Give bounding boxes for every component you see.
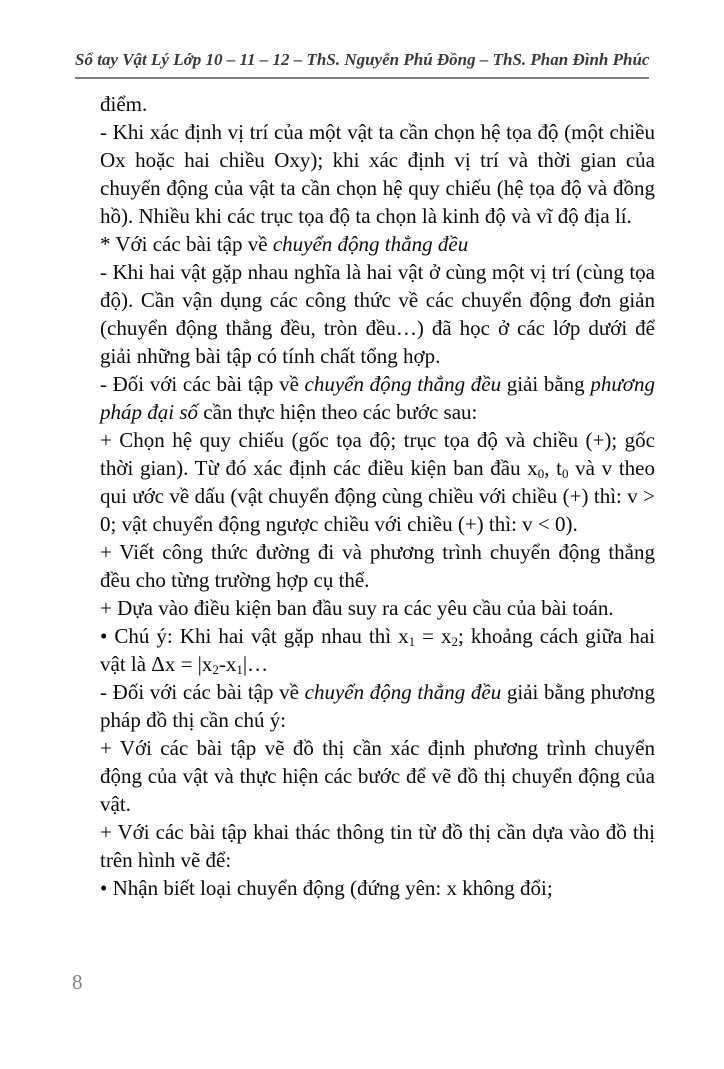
text-run: • Nhận biết loại chuyển động (đứng yên: x không đổi;	[100, 876, 553, 900]
italic-text: chuyển động thẳng đều	[272, 232, 469, 256]
paragraph	[100, 874, 655, 902]
paragraph	[100, 678, 655, 734]
subscript-text: 0	[537, 466, 545, 481]
subscript-text: 2	[212, 662, 219, 677]
text-run: - Đối với các bài tập về	[100, 372, 305, 396]
text-run: • Chú ý: Khi hai vật gặp nhau thì x	[100, 624, 409, 648]
text-run: - Khi hai vật gặp nhau nghĩa là hai vật ở cùng một vị trí (cùng tọa độ). Cần vận dụng các công thức về các chuyển động đơn giản (chuyển động thẳng đều, tròn đều…) đã học ở các lớp dưới để giải những bài tập có tính chất tổng hợp.	[100, 260, 655, 368]
subscript-text: 1	[408, 634, 416, 649]
paragraph	[100, 230, 655, 258]
text-run: và v theo qui ước về dấu (vật chuyển động cùng chiều với chiều (+) thì: v > 0; vật chuyển động ngược chiều với chiều (+) thì: v < 0).	[100, 456, 655, 536]
text-run: cần thực hiện theo các bước sau:	[198, 400, 478, 424]
paragraph	[100, 622, 655, 678]
paragraph	[100, 594, 655, 622]
paragraph	[100, 90, 655, 118]
paragraph	[100, 426, 655, 538]
page-body	[100, 90, 655, 902]
text-run: + Chọn hệ quy chiếu (gốc tọa độ; trục tọa độ và chiều (+); gốc thời gian). Từ đó xác định các điều kiện ban đầu x	[100, 428, 655, 480]
subscript-text: 0	[562, 466, 569, 481]
text-run: + Với các bài tập khai thác thông tin từ đồ thị cần dựa vào đồ thị trên hình vẽ để:	[100, 820, 655, 872]
text-run: + Viết công thức đường đi và phương trình chuyển động thẳng đều cho từng trường hợp cụ thể.	[100, 540, 655, 592]
paragraph	[100, 538, 655, 594]
subscript-text: 1	[236, 662, 243, 677]
paragraph	[100, 734, 655, 818]
text-run: giải bằng	[501, 372, 591, 396]
text-run: giải bằng phương pháp đồ thị cần chú ý:	[100, 680, 655, 732]
text-run: điểm.	[100, 92, 148, 116]
text-run: = x	[415, 624, 452, 648]
italic-text: chuyển động thẳng đều	[304, 372, 502, 396]
text-run: - Đối với các bài tập về	[100, 680, 305, 704]
paragraph	[100, 818, 655, 874]
text-run: |…	[242, 652, 269, 676]
paragraph	[100, 258, 655, 370]
subscript-text: 2	[451, 634, 459, 649]
text-run: ; khoảng cách giữa hai vật là Δx = |x	[100, 624, 655, 676]
running-header	[75, 50, 649, 79]
paragraph	[100, 118, 655, 230]
paragraph	[100, 370, 655, 426]
text-run: * Với các bài tập về	[100, 232, 273, 256]
running-header-title: Sổ tay Vật Lý Lớp 10 – 11 – 12 – ThS. Nguyễn Phú Đồng – ThS. Phan Đình Phúc	[75, 50, 650, 69]
italic-text: phương pháp đại số	[100, 372, 655, 424]
text-run: - Khi xác định vị trí của một vật ta cần chọn hệ tọa độ (một chiều Ox hoặc hai chiều Oxy); khi xác định vị trí và thời gian của chuyển động của vật ta cần chọn hệ quy chiếu (hệ tọa độ và đồng hồ). Nhiều khi các trục tọa độ ta chọn là kinh độ và vĩ độ địa lí.	[100, 120, 655, 228]
text-run: + Dựa vào điều kiện ban đầu suy ra các yêu cầu của bài toán.	[100, 596, 614, 620]
text-run: , t	[544, 456, 563, 480]
text-run: + Với các bài tập vẽ đồ thị cần xác định phương trình chuyển động của vật và thực hiện các bước để vẽ đồ thị chuyển động của vật.	[100, 736, 655, 816]
text-run: -x	[218, 652, 237, 676]
italic-text: chuyển động thẳng đều	[304, 680, 502, 704]
page-number: 8	[72, 970, 83, 994]
